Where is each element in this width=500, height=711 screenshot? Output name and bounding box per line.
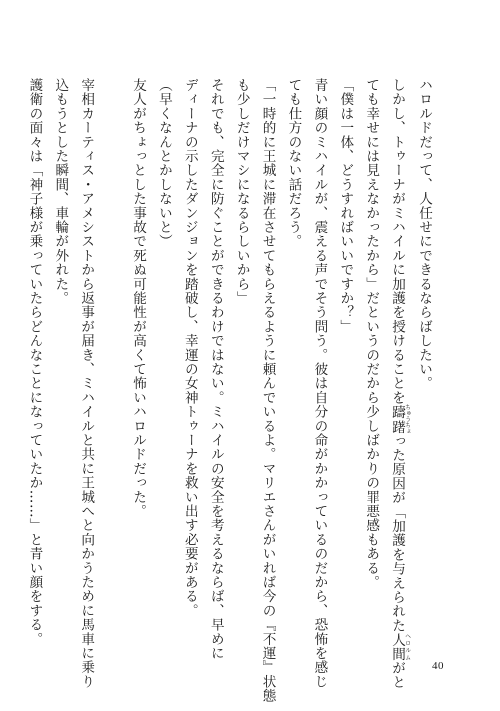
paragraph-line: も少しだけマシになるらしいから」 bbox=[233, 78, 250, 306]
paragraph-line: ても仕方のない話だろう。 bbox=[285, 78, 302, 249]
section-break bbox=[98, 78, 124, 638]
paragraph-line: しかし、トゥーナがミハイルに加護を授けることを躊躇ちゅうちょった原因が「加護を与えられた人間ヘロルムがと bbox=[389, 78, 411, 690]
paragraph-line: ても幸せには見えなかったから」だというのだから少しばかりの罪悪感もある。 bbox=[363, 78, 380, 590]
ruby-word: 人間ヘロルム bbox=[389, 632, 411, 662]
paragraph-line: 宰相カーティス・アメシストから返事が届き、ミハイルと共に王城へと向かうために馬車に乗り bbox=[78, 78, 95, 689]
dialogue-line: 「一時的に王城に滞在させてもらえるように頼んでいるよ。マリエさんがいれば今の『不運』状態 bbox=[259, 78, 276, 703]
paragraph-line: ハロルドだって、人任せにできるならばしたい。 bbox=[416, 78, 432, 391]
inner-thought-line: （早くなんとかしないと） bbox=[155, 78, 172, 249]
paragraph-line: ディーナの示したダンジョンを踏破し、幸運の女神トゥーナを救い出す必要がある。 bbox=[181, 78, 198, 618]
dialogue-line: 「僕は一体、どうすればいいですか？」 bbox=[337, 78, 354, 334]
paragraph-line: 青い顔のミハイルが、震える声でそう問う。彼は自分の命がかかっているのだから、恐怖を感じ bbox=[311, 78, 328, 689]
paragraph-line: 込もうとした瞬間、車輪が外れた。 bbox=[52, 78, 69, 306]
paragraph-line: 護衛の面々は「神子様が乗っていたらどんなことになっていたか……」と青い顔をする。 bbox=[26, 78, 43, 646]
page-number: 40 bbox=[432, 660, 444, 672]
paragraph-line: 友人がちょっとした事故で死ぬ可能性が高くて怖いハロルドだった。 bbox=[130, 78, 147, 519]
vertical-text-body bbox=[21, 78, 436, 703]
paragraph-line: それでも、完全に防ぐことができるわけではない。ミハイルの安全を考えるならば、早めに bbox=[207, 78, 224, 661]
ruby-word: 躊躇ちゅうちょ bbox=[389, 404, 411, 435]
